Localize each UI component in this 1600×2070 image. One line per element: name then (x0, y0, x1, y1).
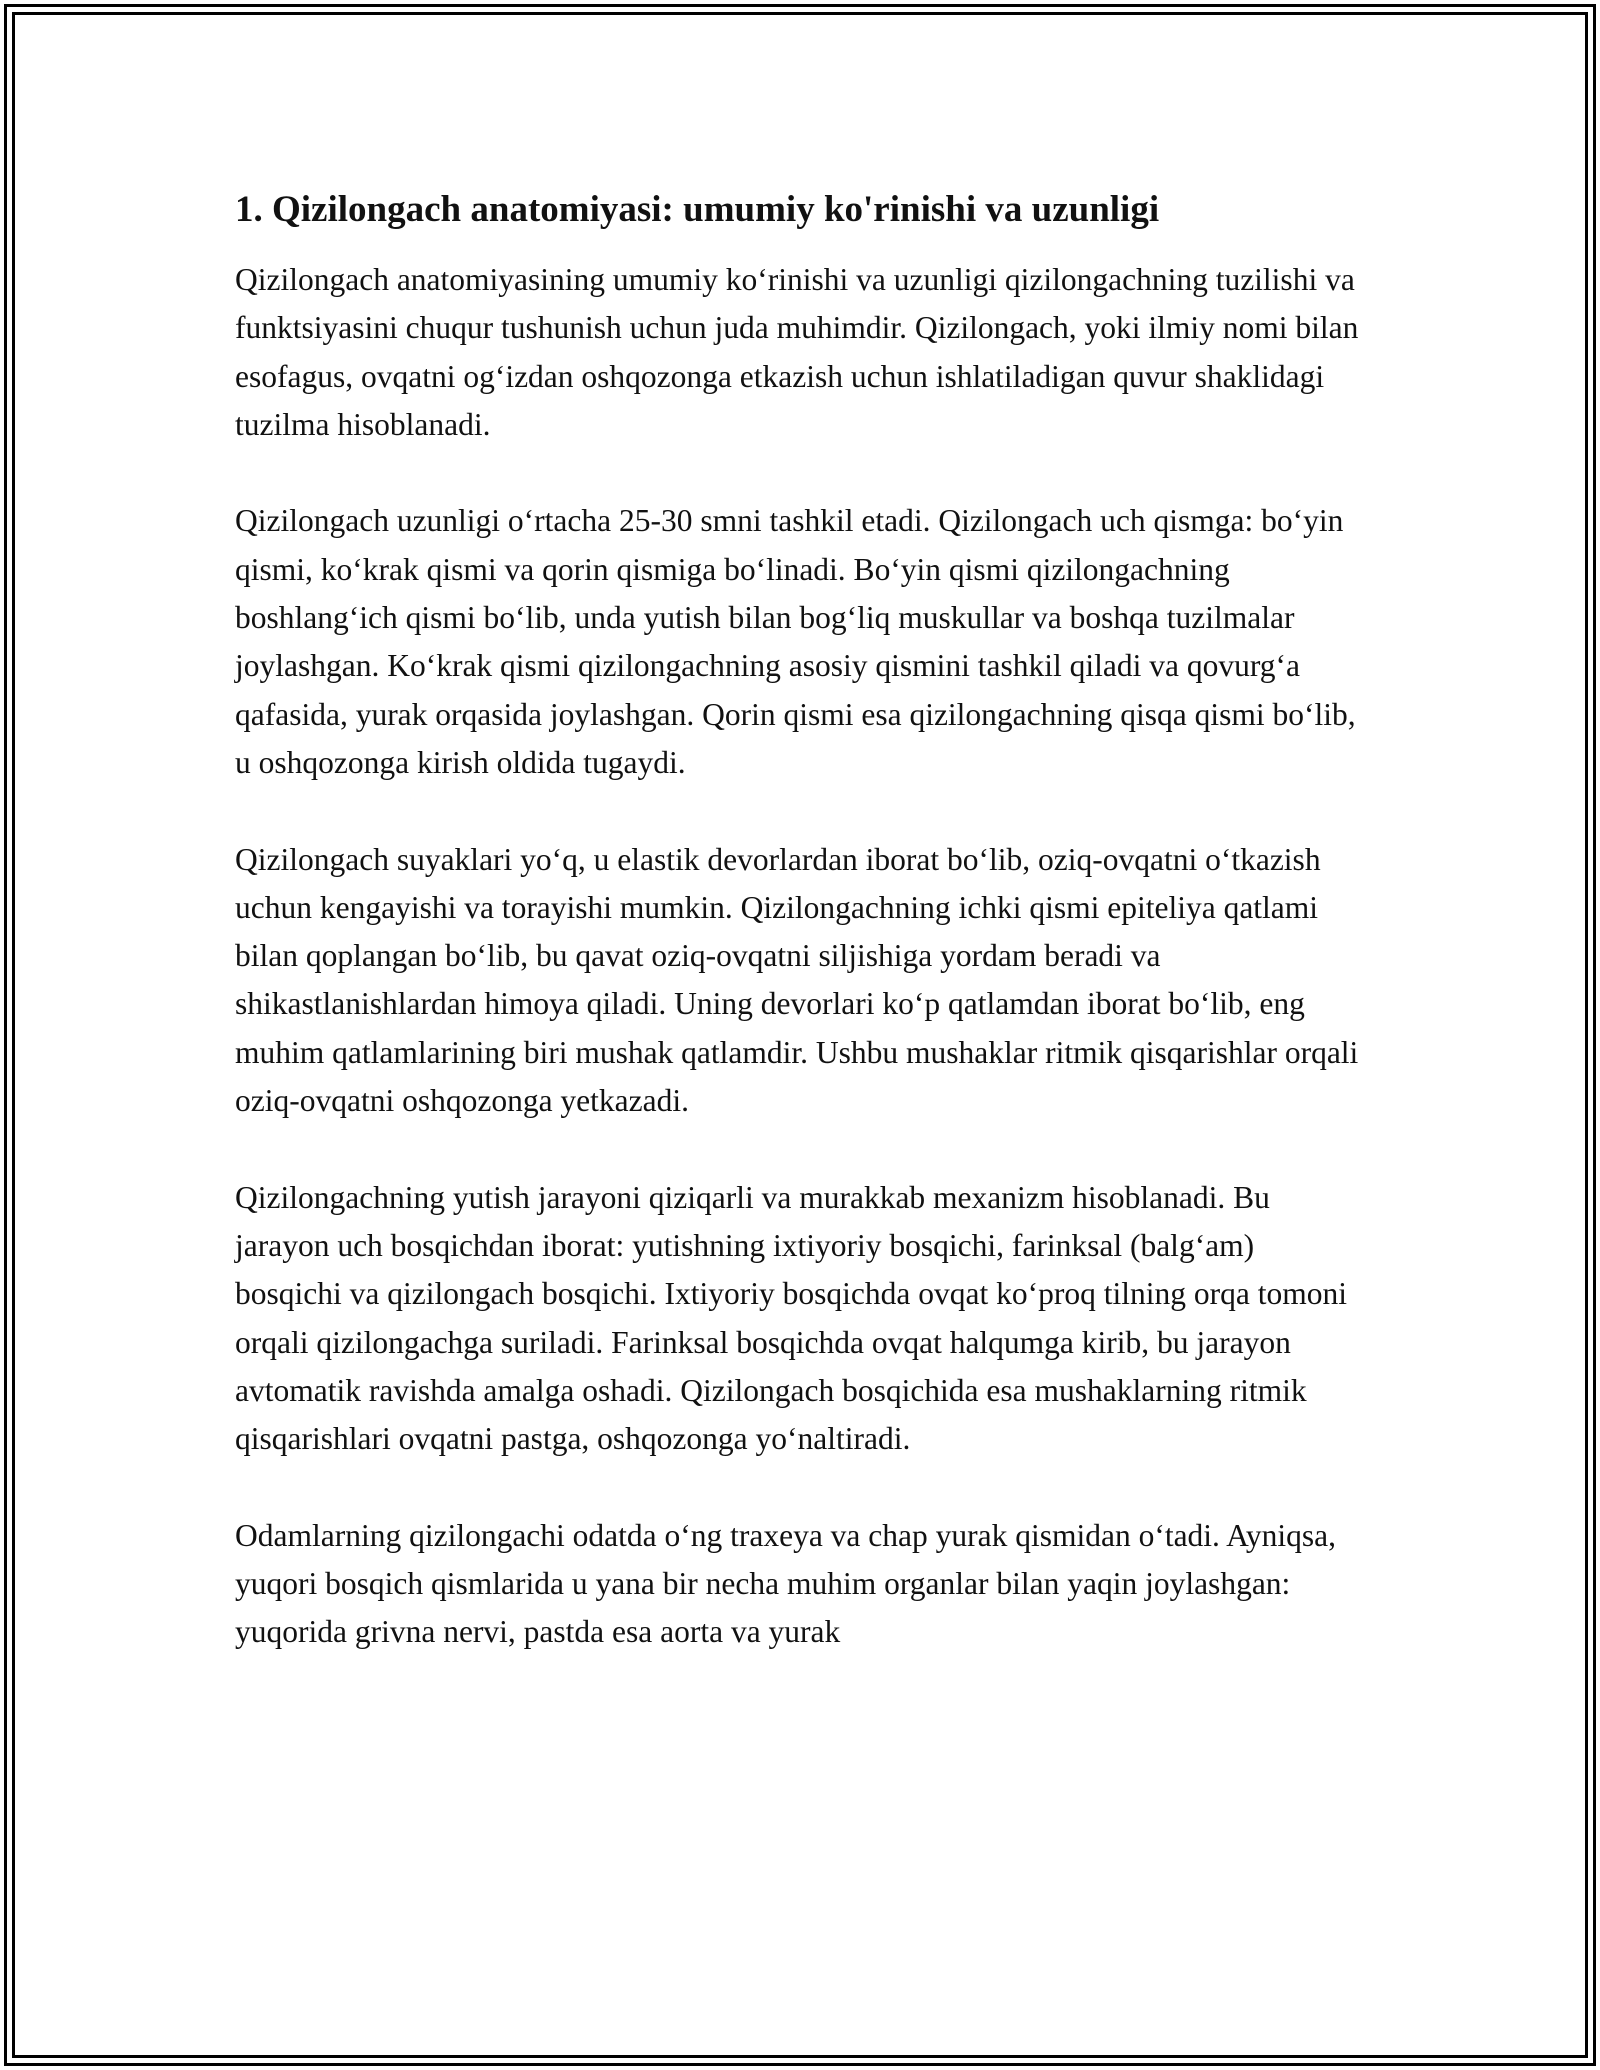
paragraph-walls: Qizilongach suyaklari yo‘q, u elastik devorlardan iborat bo‘lib, oziq-ovqatni o‘tkazish uchun kengayishi va torayishi mumkin. Qizilongachning ichki qismi epiteliya qatlami bilan qoplangan bo‘lib, bu qavat oziq-ovqatni siljishiga yordam beradi va shikastlanishlardan himoya qiladi. Uning devorlari ko‘p qatlamdan iborat bo‘lib, eng muhim qatlamlarining biri mushak qatlamdir. Ushbu mushaklar ritmik qisqarishlar orqali oziq-ovqatni oshqozonga yetkazadi. (235, 841, 1359, 1119)
paragraph-swallowing: Qizilongachning yutish jarayoni qiziqarli va murakkab mexanizm hisoblanadi. Bu jarayon uch bosqichdan iborat: yutishning ixtiyoriy bosqichi, farinksal (balg‘am) bosqichi va qizilongach bosqichi. Ixtiyoriy bosqichda ovqat ko‘proq tilning orqa tomoni orqali qizilongachga suriladi. Farinksal bosqichda ovqat halqumga kirib, bu jarayon avtomatik ravishda amalga oshadi. Qizilongach bosqichida esa mushaklarning ritmik qisqarishlari ovqatni pastga, oshqozonga yo‘naltiradi. (235, 1179, 1347, 1457)
section-heading: 1. Qizilongach anatomiyasi: umumiy ko'rinishi va uzunligi (235, 189, 1160, 230)
document-body (235, 186, 1365, 1705)
paragraph-position: Odamlarning qizilongachi odatda o‘ng traxeya va chap yurak qismidan o‘tadi. Ayniqsa, yuqori bosqich qismlarida u yana bir necha muhim organlar bilan yaqin joylashgan: yuqorida grivna nervi, pastda esa aorta va yurak (235, 1517, 1337, 1650)
paragraph-length-parts: Qizilongach uzunligi o‘rtacha 25-30 smni tashkil etadi. Qizilongach uch qismga: bo‘yin qismi, ko‘krak qismi va qorin qismiga bo‘linadi. Bo‘yin qismi qizilongachning boshlang‘ich qismi bo‘lib, unda yutish bilan bog‘liq muskullar va boshqa tuzilmalar joylashgan. Ko‘krak qismi qizilongachning asosiy qismini tashkil qiladi va qovurg‘a qafasida, yurak orqasida joylashgan. Qorin qismi esa qizilongachning qisqa qismi bo‘lib, u oshqozonga kirish oldida tugaydi. (235, 503, 1356, 780)
paragraph-overview: Qizilongach anatomiyasining umumiy ko‘rinishi va uzunligi qizilongachning tuzilishi va funktsiyasini chuqur tushunish uchun juda muhimdir. Qizilongach, yoki ilmiy nomi bilan esofagus, ovqatni og‘izdan oshqozonga etkazish uchun ishlatiladigan quvur shaklidagi tuzilma hisoblanadi. (235, 262, 1359, 442)
